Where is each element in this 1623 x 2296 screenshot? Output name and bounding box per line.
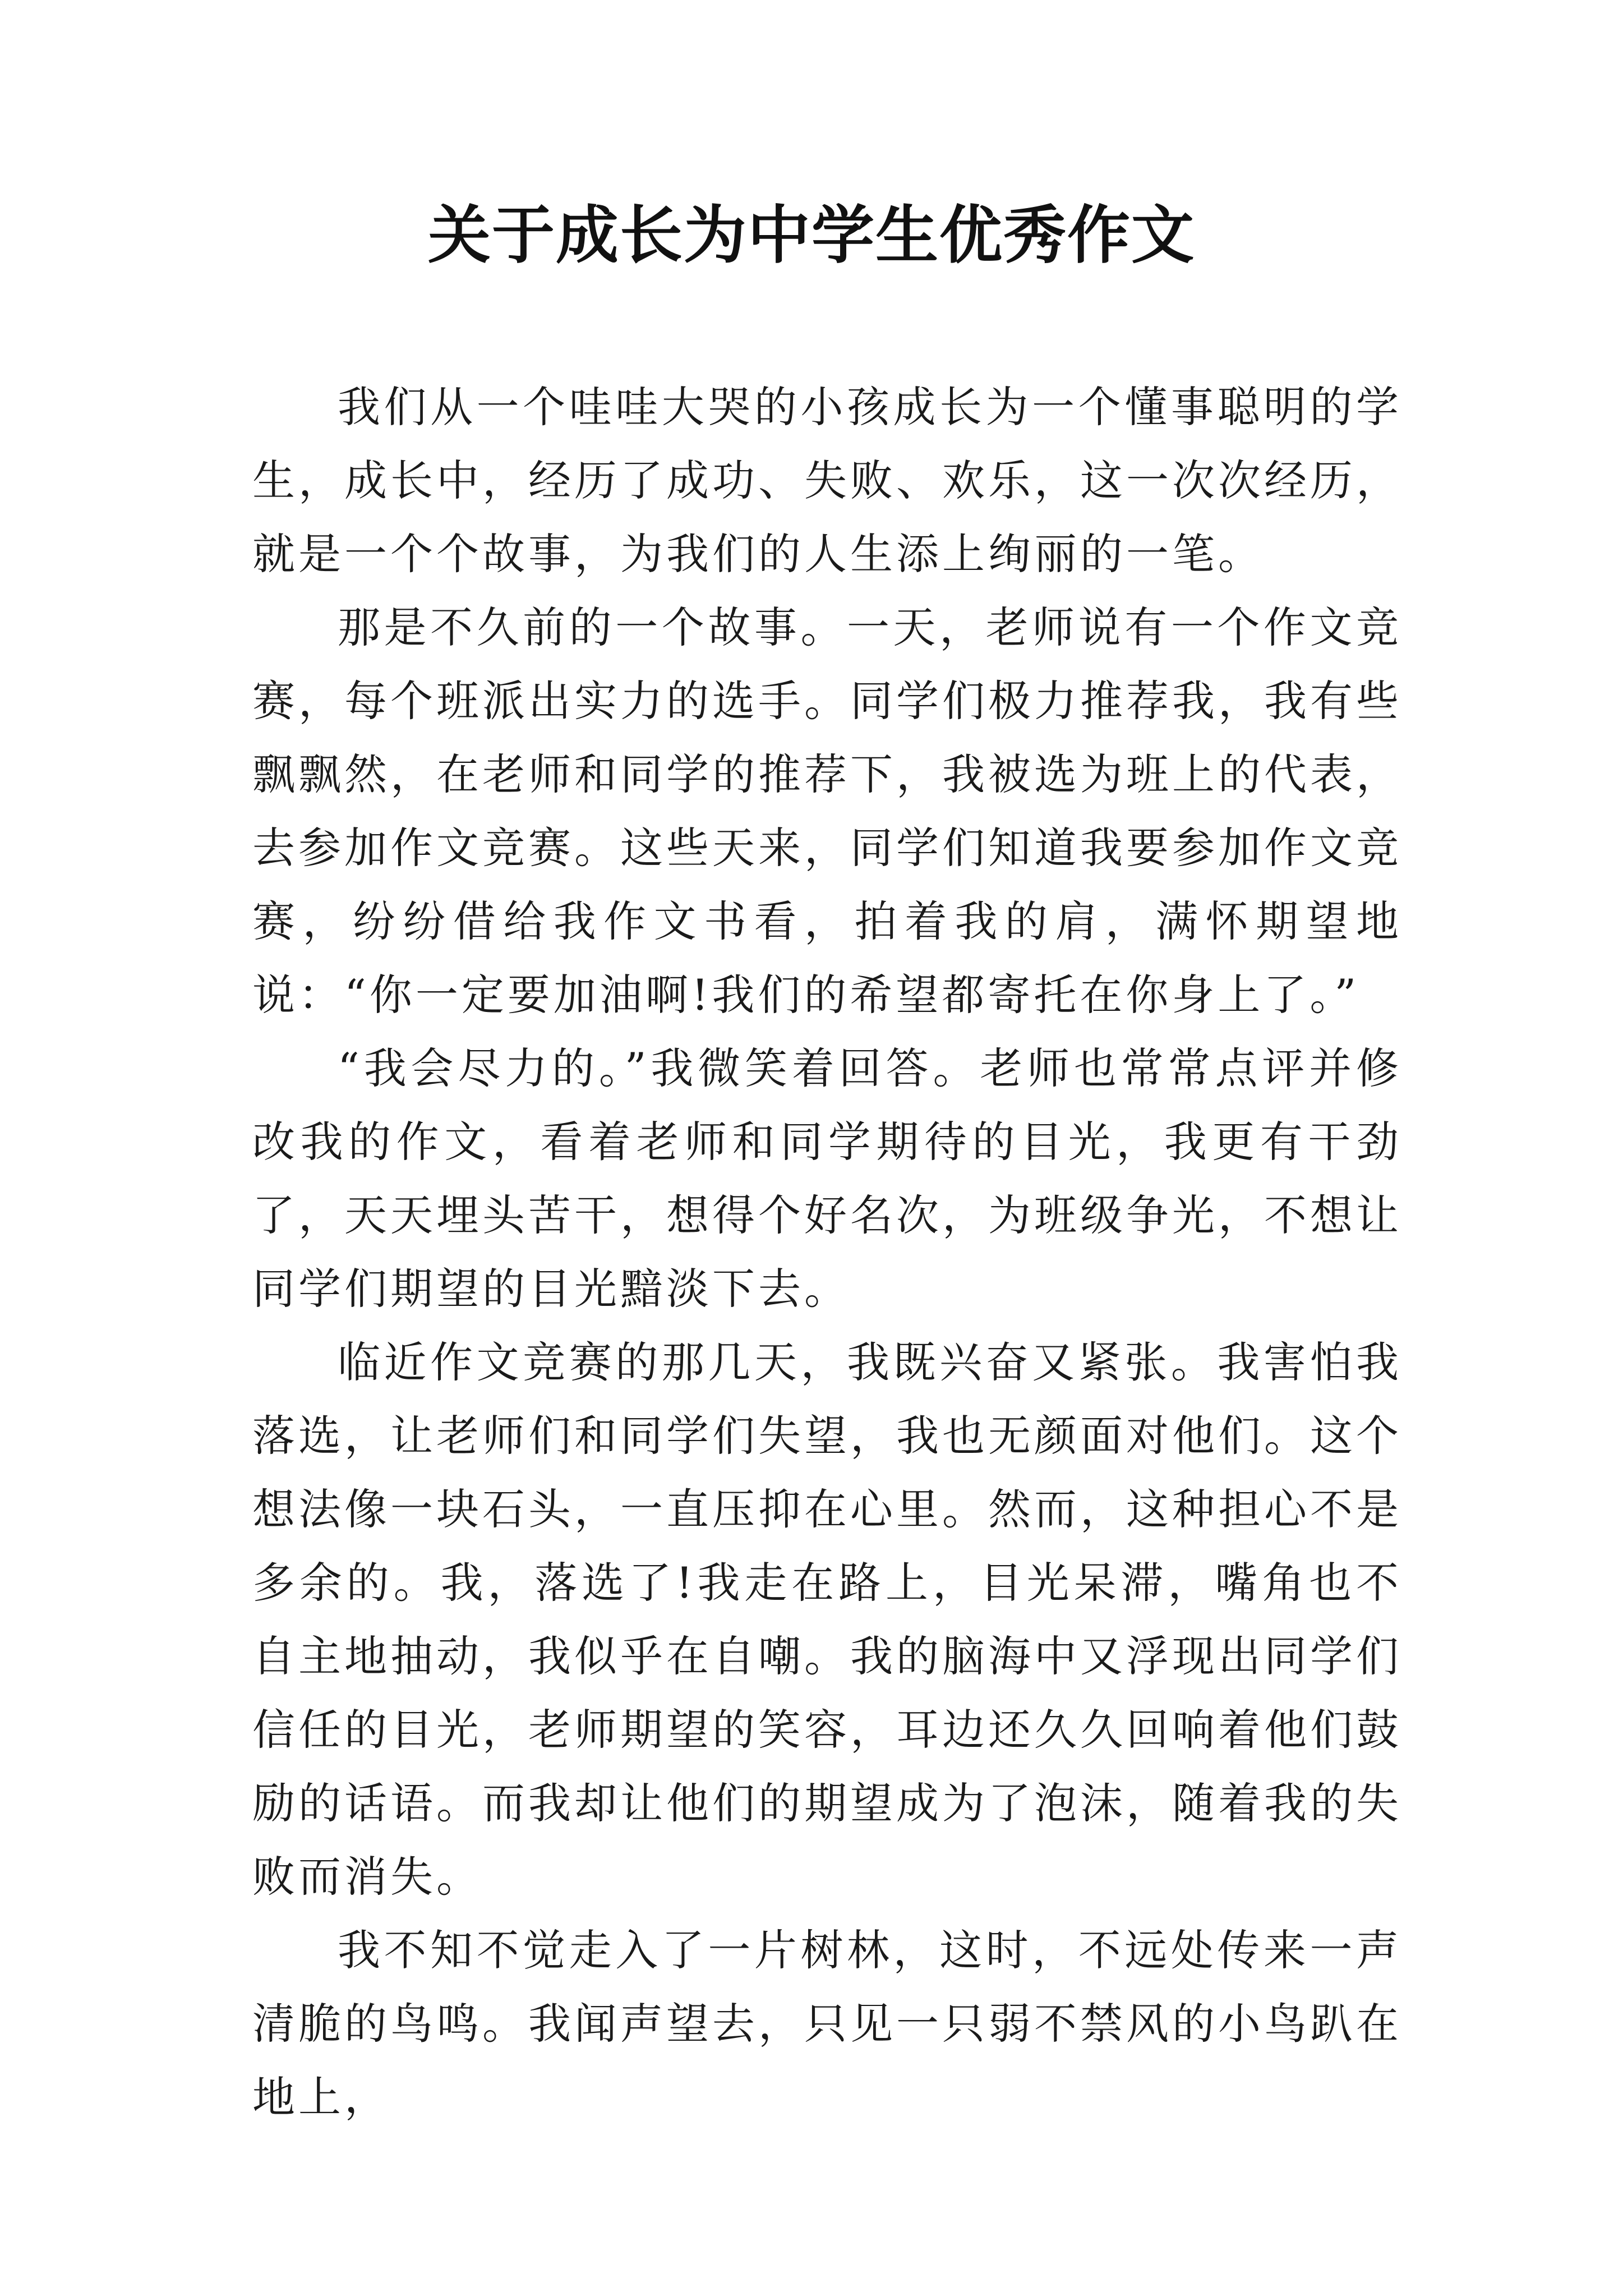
paragraph: 我不知不觉走入了一片树林，这时，不远处传来一声清脆的鸟鸣。我闻声望去，只见一只弱不禁风的小鸟趴在地上，	[252, 1925, 1402, 2122]
document-body	[252, 370, 1402, 2134]
paragraph: “我会尽力的。”我微笑着回答。老师也常常点评并修改我的作文，看着老师和同学期待的目光，我更有干劲了，天天埋头苦干，想得个好名次，为班级争光，不想让同学们期望的目光黯淡下去。	[252, 1043, 1402, 1314]
paragraph: 我们从一个哇哇大哭的小孩成长为一个懂事聪明的学生，成长中，经历了成功、失败、欢乐，这一次次经历，就是一个个故事，为我们的人生添上绚丽的一笔。	[252, 382, 1402, 579]
paragraph: 那是不久前的一个故事。一天，老师说有一个作文竞赛，每个班派出实力的选手。同学们极力推荐我，我有些飘飘然，在老师和同学的推荐下，我被选为班上的代表，去参加作文竞赛。这些天来，同学们知道我要参加作文竞赛，纷纷借给我作文书看，拍着我的肩，满怀期望地说：“你一定要加油啊!我们的希望都寄托在你身上了。”	[252, 602, 1402, 1020]
document-title: 关于成长为中学生优秀作文	[428, 199, 1195, 272]
paragraph: 临近作文竞赛的那几天，我既兴奋又紧张。我害怕我落选，让老师们和同学们失望，我也无颜面对他们。这个想法像一块石头，一直压抑在心里。然而，这种担心不是多余的。我，落选了!我走在路上，目光呆滞，嘴角也不自主地抽动，我似乎在自嘲。我的脑海中又浮现出同学们信任的目光，老师期望的笑容，耳边还久久回响着他们鼓励的话语。而我却让他们的期望成为了泡沫，随着我的失败而消失。	[252, 1337, 1402, 1902]
